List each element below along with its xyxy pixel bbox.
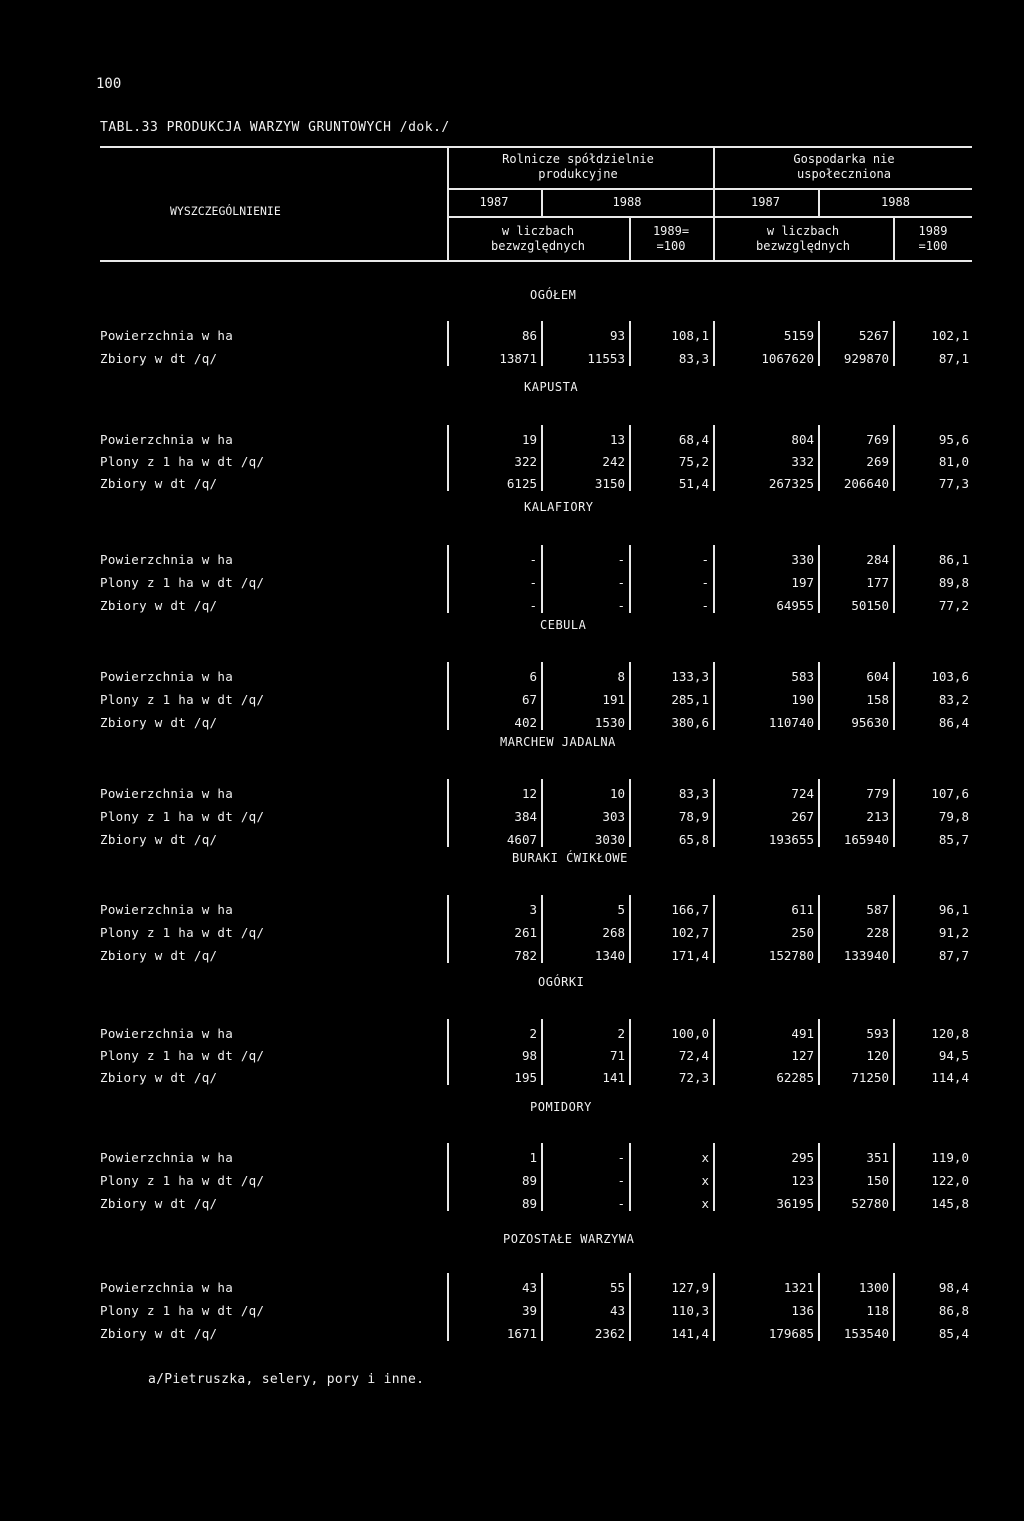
table-cell: 384 — [514, 809, 537, 824]
section-title: KAPUSTA — [524, 380, 579, 394]
table-cell: 102,7 — [671, 925, 709, 940]
header-bottom-rule — [100, 260, 972, 262]
table-cell: 122,0 — [931, 1173, 969, 1188]
table-cell: 190 — [791, 692, 814, 707]
table-cell: 71250 — [851, 1070, 889, 1085]
table-cell: 127,9 — [671, 1280, 709, 1295]
idx1-line1: 1989= — [652, 224, 690, 238]
table-cell: 322 — [514, 454, 537, 469]
abs1-line1: w liczbach — [501, 224, 575, 238]
table-cell: 779 — [866, 786, 889, 801]
table-cell: 123 — [791, 1173, 814, 1188]
table-cell: 98 — [521, 1048, 537, 1063]
table-cell: 153540 — [843, 1326, 889, 1341]
table-cell: 36195 — [776, 1196, 814, 1211]
table-cell: - — [701, 575, 709, 590]
row-label: Plony z 1 ha w dt /q/ — [100, 1303, 265, 1318]
idx2-line2: =100 — [918, 239, 948, 253]
table-cell: 68,4 — [678, 432, 709, 447]
table-cell: 91,2 — [938, 925, 969, 940]
table-cell: 67 — [521, 692, 537, 707]
section-title: MARCHEW JADALNA — [500, 735, 616, 749]
table-cell: 77,2 — [938, 598, 969, 613]
row-label: Powierzchnia w ha — [100, 1150, 234, 1165]
table-cell: 1300 — [858, 1280, 889, 1295]
table-cell: 268 — [602, 925, 625, 940]
table-cell: 351 — [866, 1150, 889, 1165]
table-cell: 133,3 — [671, 669, 709, 684]
table-cell: 330 — [791, 552, 814, 567]
idx2-line1: 1989 — [918, 224, 948, 238]
table-cell: 145,8 — [931, 1196, 969, 1211]
table-cell: - — [617, 1173, 625, 1188]
table-cell: 171,4 — [671, 948, 709, 963]
row-label: Zbiory w dt /q/ — [100, 476, 218, 491]
table-cell: 51,4 — [678, 476, 709, 491]
table-cell: 2 — [529, 1026, 537, 1041]
row-label: Zbiory w dt /q/ — [100, 351, 218, 366]
table-cell: 804 — [791, 432, 814, 447]
table-cell: 284 — [866, 552, 889, 567]
table-cell: 3030 — [594, 832, 625, 847]
table-cell: 6125 — [506, 476, 537, 491]
abs2-line2: bezwzględnych — [756, 239, 850, 253]
table-cell: 75,2 — [678, 454, 709, 469]
row-label: Plony z 1 ha w dt /q/ — [100, 925, 265, 940]
table-cell: - — [617, 575, 625, 590]
table-cell: 43 — [521, 1280, 537, 1295]
table-cell: 72,4 — [678, 1048, 709, 1063]
table-cell: 65,8 — [678, 832, 709, 847]
group2-line1: Gospodarka nie — [793, 152, 895, 166]
table-cell: 611 — [791, 902, 814, 917]
table-cell: 86 — [521, 328, 537, 343]
table-cell: 120,8 — [931, 1026, 969, 1041]
table-cell: 191 — [602, 692, 625, 707]
table-cell: 269 — [866, 454, 889, 469]
table-cell: 267325 — [768, 476, 814, 491]
table-cell: 1 — [529, 1150, 537, 1165]
table-cell: 158 — [866, 692, 889, 707]
table-cell: 261 — [514, 925, 537, 940]
table-cell: 87,1 — [938, 351, 969, 366]
table-cell: 152780 — [768, 948, 814, 963]
table-cell: 110740 — [768, 715, 814, 730]
column-divider — [713, 895, 715, 963]
column-divider — [713, 779, 715, 847]
table-cell: 1671 — [506, 1326, 537, 1341]
idx1-line2: =100 — [656, 239, 686, 253]
page-number: 100 — [96, 76, 122, 92]
table-cell: 77,3 — [938, 476, 969, 491]
group1-line2: produkcyjne — [538, 167, 618, 181]
table-cell: 118 — [866, 1303, 889, 1318]
group2-line2: uspołeczniona — [797, 167, 891, 181]
year-1988-a: 1988 — [612, 195, 642, 209]
table-cell: 95,6 — [938, 432, 969, 447]
section-title: CEBULA — [540, 618, 587, 632]
table-cell: 78,9 — [678, 809, 709, 824]
table-cell: 177 — [866, 575, 889, 590]
table-cell: 81,0 — [938, 454, 969, 469]
table-cell: 5267 — [858, 328, 889, 343]
row-label: Powierzchnia w ha — [100, 669, 234, 684]
table-cell: 85,7 — [938, 832, 969, 847]
section-title: POZOSTAŁE WARZYWA — [503, 1232, 635, 1246]
table-cell: 13871 — [499, 351, 537, 366]
table-cell: - — [617, 552, 625, 567]
table-cell: 166,7 — [671, 902, 709, 917]
row-label: Powierzchnia w ha — [100, 432, 234, 447]
row-label: Plony z 1 ha w dt /q/ — [100, 692, 265, 707]
table-cell: - — [529, 598, 537, 613]
section-title: POMIDORY — [530, 1100, 592, 1114]
column-divider — [713, 1019, 715, 1085]
table-cell: 285,1 — [671, 692, 709, 707]
table-cell: 72,3 — [678, 1070, 709, 1085]
table-cell: 127 — [791, 1048, 814, 1063]
year-1987-a: 1987 — [479, 195, 509, 209]
column-divider — [713, 662, 715, 730]
table-cell: 380,6 — [671, 715, 709, 730]
table-cell: 179685 — [768, 1326, 814, 1341]
table-cell: 141 — [602, 1070, 625, 1085]
abs1-line2: bezwzględnych — [491, 239, 585, 253]
table-cell: 110,3 — [671, 1303, 709, 1318]
table-cell: 2362 — [594, 1326, 625, 1341]
row-header: WYSZCZEGÓLNIENIE — [170, 204, 281, 218]
table-cell: 1321 — [783, 1280, 814, 1295]
table-cell: 79,8 — [938, 809, 969, 824]
row-label: Powierzchnia w ha — [100, 902, 234, 917]
row-label: Powierzchnia w ha — [100, 328, 234, 343]
table-cell: 206640 — [843, 476, 889, 491]
table-cell: 96,1 — [938, 902, 969, 917]
table-cell: 193655 — [768, 832, 814, 847]
table-cell: 583 — [791, 669, 814, 684]
table-cell: 86,4 — [938, 715, 969, 730]
table-cell: 228 — [866, 925, 889, 940]
table-cell: 295 — [791, 1150, 814, 1165]
table-cell: 89 — [521, 1173, 537, 1188]
table-cell: 83,3 — [678, 786, 709, 801]
table-cell: - — [701, 598, 709, 613]
table-cell: 119,0 — [931, 1150, 969, 1165]
abs1-header — [447, 224, 629, 254]
table-cell: 108,1 — [671, 328, 709, 343]
row-label: Zbiory w dt /q/ — [100, 948, 218, 963]
table-cell: 52780 — [851, 1196, 889, 1211]
table-cell: 43 — [609, 1303, 625, 1318]
table-cell: 136 — [791, 1303, 814, 1318]
table-cell: 10 — [609, 786, 625, 801]
row-label: Plony z 1 ha w dt /q/ — [100, 575, 265, 590]
table-cell: 3 — [529, 902, 537, 917]
row-label: Powierzchnia w ha — [100, 786, 234, 801]
table-cell: 267 — [791, 809, 814, 824]
header-group-rule — [447, 188, 972, 190]
table-cell: 83,2 — [938, 692, 969, 707]
section-title: OGÓŁEM — [530, 288, 577, 302]
column-divider — [713, 321, 715, 366]
group1-header — [447, 152, 709, 182]
table-cell: 107,6 — [931, 786, 969, 801]
table-cell: 5159 — [783, 328, 814, 343]
header-top-rule — [100, 146, 972, 148]
column-divider — [713, 1143, 715, 1211]
table-cell: - — [529, 552, 537, 567]
table-cell: 86,8 — [938, 1303, 969, 1318]
abs2-header — [713, 224, 893, 254]
column-divider — [713, 1273, 715, 1341]
row-label: Zbiory w dt /q/ — [100, 598, 218, 613]
table-cell: 141,4 — [671, 1326, 709, 1341]
table-cell: 724 — [791, 786, 814, 801]
table-cell: 165940 — [843, 832, 889, 847]
table-cell: 593 — [866, 1026, 889, 1041]
row-label: Plony z 1 ha w dt /q/ — [100, 1173, 265, 1188]
row-label: Powierzchnia w ha — [100, 552, 234, 567]
table-cell: 1530 — [594, 715, 625, 730]
table-cell: 213 — [866, 809, 889, 824]
table-cell: 782 — [514, 948, 537, 963]
table-cell: 587 — [866, 902, 889, 917]
table-cell: 89,8 — [938, 575, 969, 590]
abs2-line1: w liczbach — [766, 224, 840, 238]
table-cell: 195 — [514, 1070, 537, 1085]
table-cell: 93 — [609, 328, 625, 343]
group2-header — [715, 152, 973, 182]
table-cell: 64955 — [776, 598, 814, 613]
year-1988-b: 1988 — [881, 195, 910, 209]
table-cell: 242 — [602, 454, 625, 469]
table-cell: 98,4 — [938, 1280, 969, 1295]
table-cell: 94,5 — [938, 1048, 969, 1063]
table-cell: 71 — [609, 1048, 625, 1063]
table-cell: - — [617, 1150, 625, 1165]
group1-line1: Rolnicze spółdzielnie — [502, 152, 654, 166]
table-cell: 87,7 — [938, 948, 969, 963]
year-1987-b: 1987 — [751, 195, 780, 209]
table-cell: 100,0 — [671, 1026, 709, 1041]
table-cell: 197 — [791, 575, 814, 590]
table-cell: 89 — [521, 1196, 537, 1211]
section-title: OGÓRKI — [538, 975, 585, 989]
table-cell: 4607 — [506, 832, 537, 847]
table-cell: 120 — [866, 1048, 889, 1063]
table-cell: 5 — [617, 902, 625, 917]
row-label: Plony z 1 ha w dt /q/ — [100, 1048, 265, 1063]
column-divider — [713, 425, 715, 491]
table-cell: 133940 — [843, 948, 889, 963]
idx1-header — [629, 224, 713, 254]
table-cell: x — [701, 1173, 709, 1188]
section-title: KALAFIORY — [524, 500, 594, 514]
table-cell: 769 — [866, 432, 889, 447]
table-cell: 332 — [791, 454, 814, 469]
table-cell: x — [701, 1196, 709, 1211]
table-cell: 2 — [617, 1026, 625, 1041]
section-title: BURAKI ĆWIKŁOWE — [512, 851, 628, 865]
table-cell: 250 — [791, 925, 814, 940]
table-cell: - — [529, 575, 537, 590]
table-cell: x — [701, 1150, 709, 1165]
idx2-header — [893, 224, 973, 254]
table-cell: 150 — [866, 1173, 889, 1188]
row-label: Zbiory w dt /q/ — [100, 1326, 218, 1341]
table-cell: 929870 — [843, 351, 889, 366]
table-cell: 19 — [521, 432, 537, 447]
row-label: Zbiory w dt /q/ — [100, 1070, 218, 1085]
table-cell: 85,4 — [938, 1326, 969, 1341]
table-cell: 11553 — [587, 351, 625, 366]
table-cell: 83,3 — [678, 351, 709, 366]
table-cell: 1067620 — [761, 351, 814, 366]
table-cell: 95630 — [851, 715, 889, 730]
table-cell: 55 — [609, 1280, 625, 1295]
table-cell: 1340 — [594, 948, 625, 963]
table-cell: 604 — [866, 669, 889, 684]
row-label: Zbiory w dt /q/ — [100, 715, 218, 730]
table-cell: 102,1 — [931, 328, 969, 343]
table-cell: 491 — [791, 1026, 814, 1041]
table-cell: - — [617, 1196, 625, 1211]
table-cell: 303 — [602, 809, 625, 824]
row-label: Plony z 1 ha w dt /q/ — [100, 809, 265, 824]
row-label: Zbiory w dt /q/ — [100, 832, 218, 847]
table-cell: 62285 — [776, 1070, 814, 1085]
footnote: a/Pietruszka, selery, pory i inne. — [148, 1372, 425, 1387]
table-cell: 402 — [514, 715, 537, 730]
table-cell: 103,6 — [931, 669, 969, 684]
table-cell: 39 — [521, 1303, 537, 1318]
row-label: Powierzchnia w ha — [100, 1280, 234, 1295]
table-title: TABL.33 PRODUKCJA WARZYW GRUNTOWYCH /dok./ — [100, 120, 450, 135]
table-cell: 86,1 — [938, 552, 969, 567]
table-cell: 114,4 — [931, 1070, 969, 1085]
table-cell: 12 — [521, 786, 537, 801]
table-cell: 50150 — [851, 598, 889, 613]
table-cell: - — [701, 552, 709, 567]
table-cell: 3150 — [594, 476, 625, 491]
table-cell: 8 — [617, 669, 625, 684]
row-label: Plony z 1 ha w dt /q/ — [100, 454, 265, 469]
table-cell: 13 — [609, 432, 625, 447]
column-divider — [713, 545, 715, 613]
row-label: Powierzchnia w ha — [100, 1026, 234, 1041]
table-cell: 6 — [529, 669, 537, 684]
row-label: Zbiory w dt /q/ — [100, 1196, 218, 1211]
table-cell: - — [617, 598, 625, 613]
